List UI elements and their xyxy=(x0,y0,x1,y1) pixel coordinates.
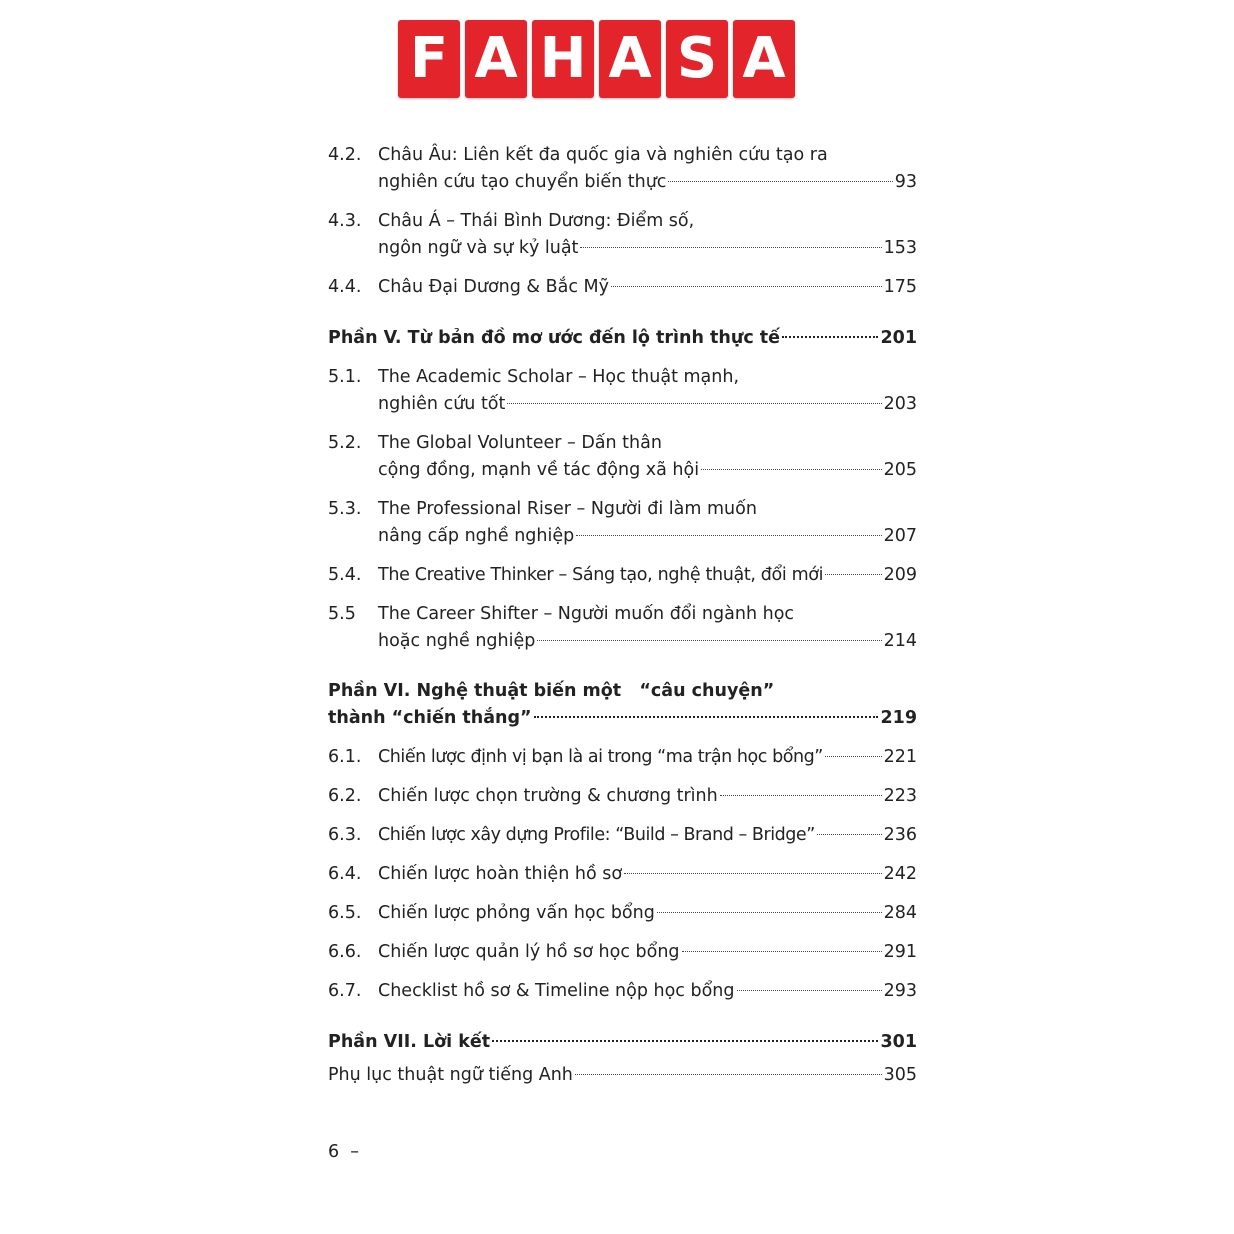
page-number: 201 xyxy=(880,328,917,348)
dot-leader xyxy=(534,716,879,718)
dot-leader xyxy=(682,951,882,952)
logo-letter: A xyxy=(599,20,661,98)
page-number: 236 xyxy=(883,825,917,845)
part-title-line-2: thành “chiến thắng” xyxy=(328,708,532,728)
entry-title: Checklist hồ sơ & Timeline nộp học bổng xyxy=(378,981,735,1001)
part-title: Phần VII. Lời kết xyxy=(328,1032,491,1052)
entry-number: 4.4. xyxy=(328,277,362,297)
page-number: 203 xyxy=(883,394,917,414)
page-footer-number: 6 – xyxy=(328,1142,360,1162)
dot-leader xyxy=(817,834,882,835)
entry-number: 5.1. xyxy=(328,367,362,387)
dot-leader xyxy=(782,336,878,338)
entry-number: 5.5 xyxy=(328,604,356,624)
entry-number: 4.2. xyxy=(328,145,362,165)
entry-title-line-1: Châu Á – Thái Bình Dương: Điểm số, xyxy=(378,211,695,231)
entry-number: 6.5. xyxy=(328,903,362,923)
dot-leader xyxy=(701,469,882,470)
logo-letter: A xyxy=(733,20,795,98)
part-title: Phần V. Từ bản đồ mơ ước đến lộ trình thực tế xyxy=(328,328,781,348)
page-number: 284 xyxy=(883,903,917,923)
entry-title-line-2: nghiên cứu tạo chuyển biến thực xyxy=(378,172,667,192)
entry-number: 6.1. xyxy=(328,747,362,767)
page-number: 291 xyxy=(883,942,917,962)
entry-title-line-1: The Global Volunteer – Dấn thân xyxy=(378,433,662,453)
entry-number: 4.3. xyxy=(328,211,362,231)
entry-title-line-1: Châu Âu: Liên kết đa quốc gia và nghiên cứu tạo ra xyxy=(378,145,828,165)
entry-title-line-2: nghiên cứu tốt xyxy=(378,394,506,414)
page-number: 242 xyxy=(883,864,917,884)
entry-title: Chiến lược hoàn thiện hồ sơ xyxy=(378,864,623,884)
entry-number: 5.2. xyxy=(328,433,362,453)
appendix-title: Phụ lục thuật ngữ tiếng Anh xyxy=(328,1065,573,1085)
dot-leader xyxy=(657,912,882,913)
dot-leader xyxy=(580,247,881,248)
page-number: 93 xyxy=(894,172,917,192)
page-number: 219 xyxy=(880,708,917,728)
page-number: 153 xyxy=(883,238,917,258)
entry-title-line-1: The Professional Riser – Người đi làm muốn xyxy=(378,499,757,519)
page-number: 214 xyxy=(883,631,917,651)
dot-leader xyxy=(507,403,881,404)
page-number: 207 xyxy=(883,526,917,546)
entry-title-line-2: hoặc nghề nghiệp xyxy=(378,631,536,651)
entry-title: Chiến lược phỏng vấn học bổng xyxy=(378,903,655,923)
part-title-line-1: Phần VI. Nghệ thuật biến một “câu chuyện” xyxy=(328,681,775,701)
page-number: 209 xyxy=(883,565,917,585)
logo-letter: H xyxy=(532,20,594,98)
entry-number: 5.3. xyxy=(328,499,362,519)
page-number: 301 xyxy=(880,1032,917,1052)
entry-title: Chiến lược quản lý hồ sơ học bổng xyxy=(378,942,680,962)
entry-number: 6.7. xyxy=(328,981,362,1001)
page-number: 223 xyxy=(883,786,917,806)
entry-title: Chiến lược định vị bạn là ai trong “ma trận học bổng” xyxy=(378,747,823,767)
page-number: 221 xyxy=(883,747,917,767)
entry-title-line-2: cộng đồng, mạnh về tác động xã hội xyxy=(378,460,700,480)
dot-leader xyxy=(737,990,882,991)
page-number: 305 xyxy=(883,1065,917,1085)
entry-number: 6.4. xyxy=(328,864,362,884)
dot-leader xyxy=(537,640,881,641)
entry-title-line-1: The Career Shifter – Người muốn đổi ngành học xyxy=(378,604,795,624)
dot-leader xyxy=(720,795,882,796)
entry-title-line-2: nâng cấp nghề nghiệp xyxy=(378,526,575,546)
logo-letter: S xyxy=(666,20,728,98)
entry-number: 6.3. xyxy=(328,825,362,845)
entry-number: 6.6. xyxy=(328,942,362,962)
logo-letter: A xyxy=(465,20,527,98)
fahasa-logo xyxy=(398,20,795,98)
entry-title-line-1: The Academic Scholar – Học thuật mạnh, xyxy=(378,367,740,387)
page-number: 293 xyxy=(883,981,917,1001)
dot-leader xyxy=(825,756,882,757)
dot-leader xyxy=(575,1074,882,1075)
dot-leader xyxy=(576,535,881,536)
entry-number: 6.2. xyxy=(328,786,362,806)
dot-leader xyxy=(624,873,882,874)
entry-title: Chiến lược chọn trường & chương trình xyxy=(378,786,718,806)
entry-title-line-2: ngôn ngữ và sự kỷ luật xyxy=(378,238,579,258)
dot-leader xyxy=(825,574,881,575)
dot-leader xyxy=(611,286,882,287)
entry-title: Chiến lược xây dựng Profile: “Build – Brand – Bridge” xyxy=(378,825,815,845)
page-number: 175 xyxy=(883,277,917,297)
page-number: 205 xyxy=(883,460,917,480)
dot-leader xyxy=(492,1040,878,1042)
logo-letter: F xyxy=(398,20,460,98)
entry-title: Châu Đại Dương & Bắc Mỹ xyxy=(378,277,610,297)
entry-title: The Creative Thinker – Sáng tạo, nghệ thuật, đổi mới xyxy=(378,565,824,585)
dot-leader xyxy=(668,181,892,182)
entry-number: 5.4. xyxy=(328,565,362,585)
